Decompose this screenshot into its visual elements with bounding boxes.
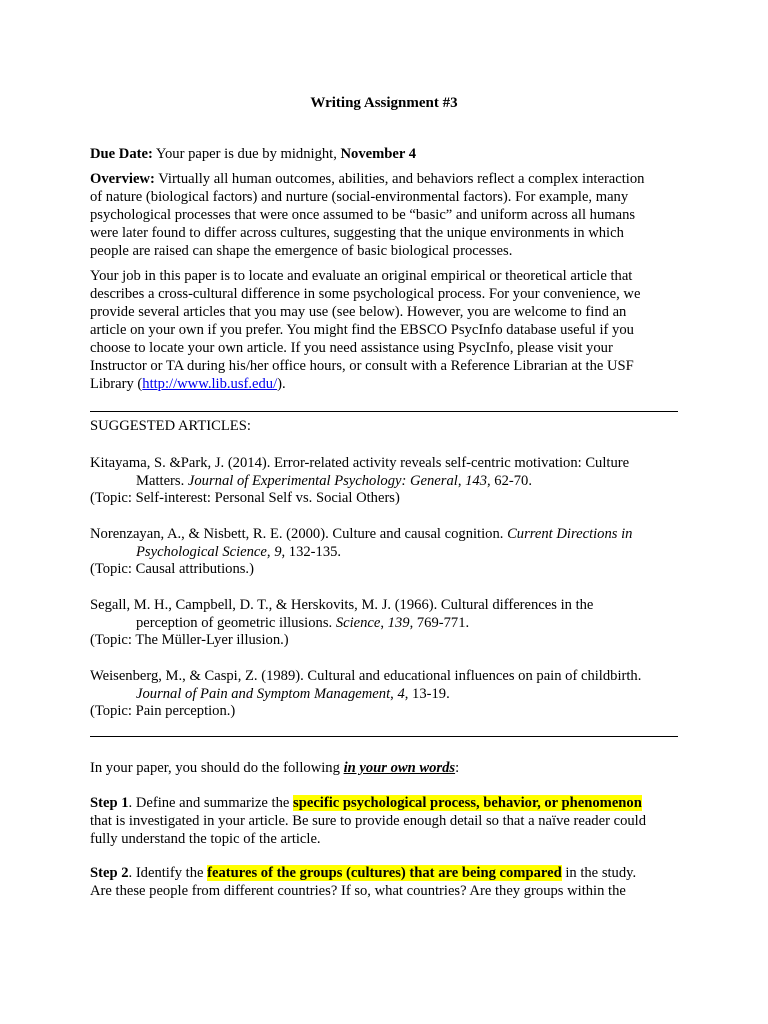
step-2-text: in the study. bbox=[561, 865, 637, 881]
job-line: article on your own if you prefer. You might find the EBSCO PsycInfo database useful if you bbox=[90, 322, 634, 338]
job-line: Library ( bbox=[90, 376, 143, 392]
article-topic: (Topic: Self-interest: Personal Self vs. Social Others) bbox=[90, 490, 400, 507]
article-sep: , bbox=[457, 472, 466, 489]
due-date-line bbox=[90, 145, 680, 163]
article-journal: Journal of Pain and Symptom Management bbox=[136, 685, 391, 702]
overview-line: were later found to differ across cultures, suggesting that the unique environments in which bbox=[90, 225, 624, 241]
job-line-end: ). bbox=[277, 376, 286, 392]
article-citation-line: Segall, M. H., Campbell, D. T., & Herskovits, M. J. (1966). Cultural differences in the bbox=[90, 597, 594, 613]
overview-label: Overview: bbox=[90, 171, 155, 187]
article-citation-line: Weisenberg, M., & Caspi, Z. (1989). Cultural and educational influences on pain of childbirth. bbox=[90, 668, 642, 684]
article-topic: (Topic: Pain perception.) bbox=[90, 703, 236, 720]
overview-line: of nature (biological factors) and nurture (social-environmental factors). For example, many bbox=[90, 189, 629, 205]
article-pages: , 132-135. bbox=[281, 543, 342, 560]
step-1-line: fully understand the topic of the article. bbox=[90, 831, 321, 847]
instructions-colon: : bbox=[455, 760, 460, 776]
page-title: Writing Assignment #3 bbox=[310, 95, 458, 111]
overview-line: psychological processes that were once assumed to be “basic” and uniform across all humans bbox=[90, 207, 636, 223]
step-2-text: . Identify the bbox=[128, 865, 208, 881]
instructions-emphasis: in your own words bbox=[343, 760, 456, 776]
article-pages: , 13-19. bbox=[404, 685, 450, 702]
article-citation-text: Norenzayan, A., & Nisbett, R. E. (2000). Culture and causal cognition. bbox=[90, 526, 508, 542]
instructions-line bbox=[90, 759, 680, 777]
suggested-articles-heading: SUGGESTED ARTICLES: bbox=[90, 418, 251, 434]
article-sep: , bbox=[380, 614, 388, 631]
article-entry bbox=[90, 668, 680, 721]
divider-top bbox=[90, 411, 678, 412]
overview-paragraph bbox=[90, 170, 680, 260]
divider-bottom bbox=[90, 736, 678, 737]
article-journal: Journal of Experimental Psychology: General bbox=[187, 472, 458, 489]
job-line: describes a cross-cultural difference in some psychological process. For your convenience, we bbox=[90, 286, 641, 302]
article-volume: 143 bbox=[465, 472, 487, 489]
article-entry bbox=[90, 455, 680, 508]
step-2-paragraph bbox=[90, 864, 680, 900]
article-entry bbox=[90, 526, 680, 579]
step-2-line: Are these people from different countries? If so, what countries? Are they groups within the bbox=[90, 883, 626, 899]
step-1-highlight: specific psychological process, behavior, or phenomenon bbox=[293, 795, 642, 811]
due-date-label: Due Date: bbox=[90, 146, 153, 162]
article-volume: 139 bbox=[387, 614, 410, 631]
article-entry bbox=[90, 597, 680, 650]
step-1-line: that is investigated in your article. Be sure to provide enough detail so that a naïve reader could bbox=[90, 813, 647, 829]
article-topic: (Topic: The Müller-Lyer illusion.) bbox=[90, 632, 289, 649]
article-journal: Psychological Science bbox=[136, 543, 267, 560]
step-1-label: Step 1 bbox=[90, 795, 129, 811]
usf-library-link[interactable]: http://www.lib.usf.edu/ bbox=[142, 376, 278, 392]
overview-line: Virtually all human outcomes, abilities, and behaviors reflect a complex interaction bbox=[154, 171, 645, 187]
article-volume: 9 bbox=[274, 543, 282, 560]
article-sep: , bbox=[266, 543, 275, 560]
job-paragraph bbox=[90, 267, 680, 393]
step-2-highlight: features of the groups (cultures) that are being compared bbox=[207, 865, 562, 881]
article-citation-line: Kitayama, S. &Park, J. (2014). Error-related activity reveals self-centric motivation: Culture bbox=[90, 455, 630, 471]
job-line: provide several articles that you may use (see below). However, you are welcome to find an bbox=[90, 304, 627, 320]
step-2-label: Step 2 bbox=[90, 865, 129, 881]
step-1-text: . Define and summarize the bbox=[128, 795, 294, 811]
due-date-value: November 4 bbox=[340, 146, 417, 162]
instructions-text: In your paper, you should do the following bbox=[90, 760, 344, 776]
article-pages: , 769-771. bbox=[409, 614, 470, 631]
article-pages: , 62-70. bbox=[487, 472, 532, 489]
article-citation-text: perception of geometric illusions. bbox=[136, 614, 336, 631]
article-citation-text: Matters. bbox=[136, 472, 188, 489]
job-line: choose to locate your own article. If you need assistance using PsycInfo, please visit your bbox=[90, 340, 613, 356]
article-volume: 4 bbox=[397, 685, 405, 702]
overview-line: people are raised can shape the emergence of basic biological processes. bbox=[90, 243, 513, 259]
article-journal: Science bbox=[335, 614, 381, 631]
article-topic: (Topic: Causal attributions.) bbox=[90, 561, 254, 578]
job-line: Your job in this paper is to locate and evaluate an original empirical or theoretical article that bbox=[90, 268, 633, 284]
article-sep: , bbox=[390, 685, 398, 702]
job-line: Instructor or TA during his/her office hours, or consult with a Reference Librarian at the USF bbox=[90, 358, 634, 374]
step-1-paragraph bbox=[90, 794, 680, 848]
due-date-text: Your paper is due by midnight, bbox=[152, 146, 341, 162]
article-journal: Current Directions in bbox=[507, 526, 633, 542]
